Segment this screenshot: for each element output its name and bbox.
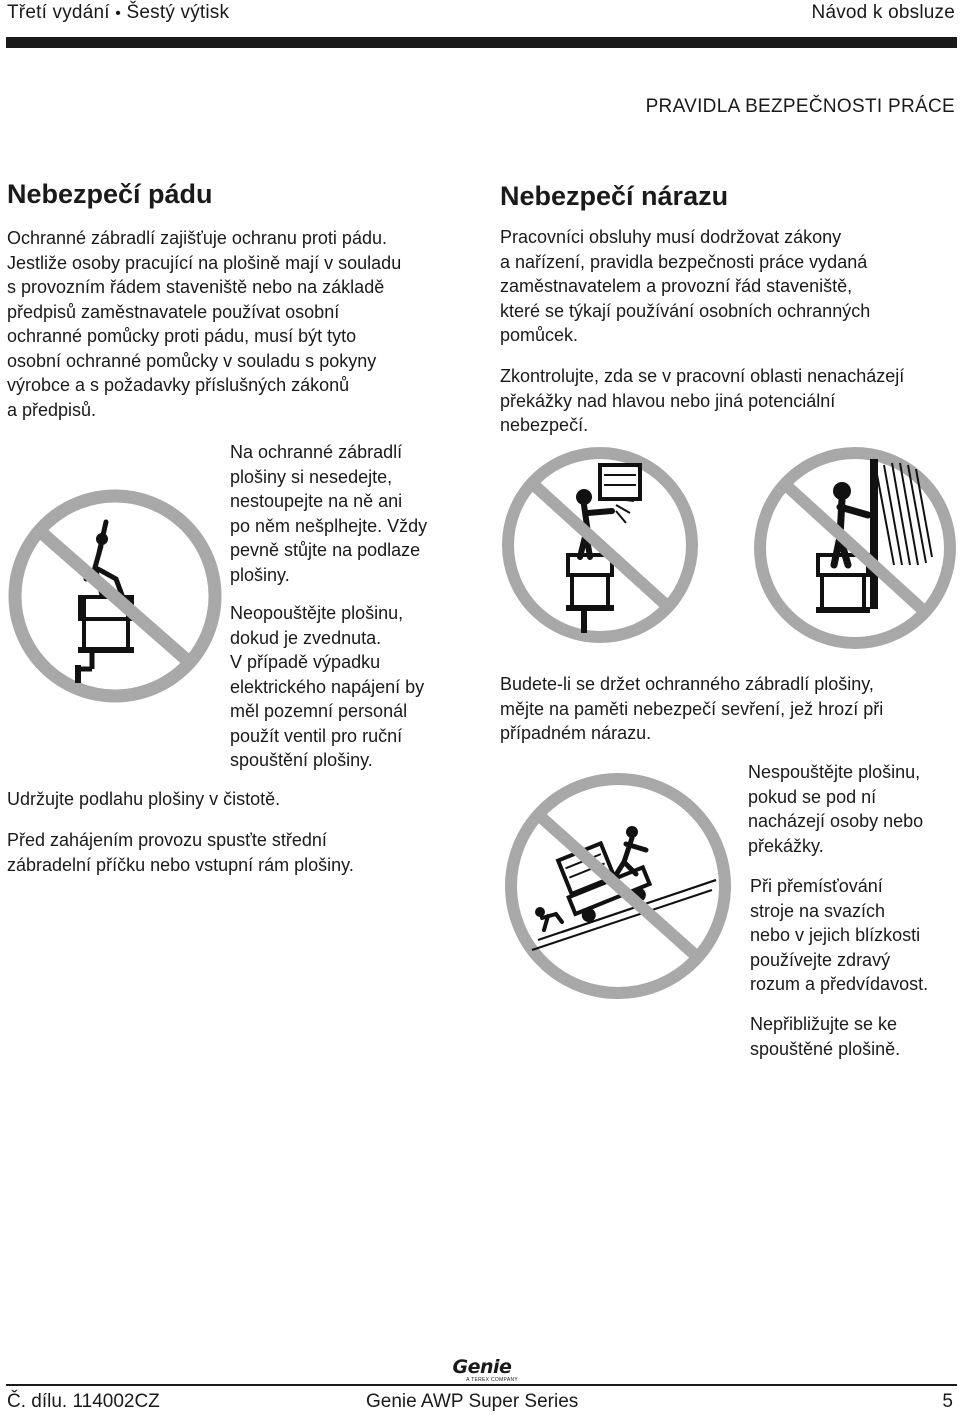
- page-number: 5: [942, 1391, 953, 1412]
- part-number: Č. dílu. 114002CZ: [7, 1391, 160, 1412]
- text-line: elektrického napájení by: [230, 676, 425, 697]
- text-line: Pracovníci obsluhy musí dodržovat zákony: [500, 227, 842, 247]
- text-line: Nespouštějte plošinu,: [748, 762, 921, 782]
- series-name: Genie AWP Super Series: [366, 1391, 579, 1412]
- keep-clear-paragraph: [750, 1012, 958, 1061]
- text-line: použít ventil pro ruční: [230, 725, 403, 746]
- text-line: spouštění plošiny.: [230, 750, 373, 770]
- impact-paragraph-1: [500, 225, 958, 348]
- text-line: nebo v jejich blízkosti: [750, 925, 921, 945]
- text-line: Neopouštějte plošinu,: [230, 603, 404, 623]
- keep-floor-clean-text: Udržujte podlahu plošiny v čistotě.: [7, 789, 281, 809]
- no-climbing-rail-sign-icon: [6, 487, 224, 705]
- text-line: Při přemísťování: [750, 876, 883, 896]
- header-rule: [6, 37, 957, 48]
- text-line: Před zahájením provozu spusťte střední: [7, 830, 327, 850]
- text-line: rozum a předvídavost.: [750, 974, 929, 994]
- text-line: Budete-li se držet ochranného zábradlí plošiny,: [500, 674, 874, 694]
- text-line: osobní ochranné pomůcky v souladu s pokyny: [7, 350, 377, 371]
- text-line: dokud je zvednuta.: [230, 627, 382, 648]
- logo-wordmark: Genie: [452, 1356, 512, 1378]
- before-operation-paragraph: [7, 828, 477, 877]
- text-line: Na ochranné zábradlí: [230, 442, 403, 462]
- text-line: Jestliže osoby pracující na plošině mají v souladu: [7, 252, 402, 273]
- genie-logo: [446, 1358, 518, 1383]
- text-line: překážky nad hlavou nebo jiná potenciální: [500, 390, 836, 411]
- text-line: nestoupejte na ně ani: [230, 491, 403, 511]
- text-line: a nařízení, pravidla bezpečnosti práce vydaná: [500, 251, 868, 272]
- text-line: pomůcek.: [500, 325, 579, 345]
- footer-rule: [6, 1384, 957, 1386]
- text-line: po něm nešplhejte. Vždy: [230, 515, 428, 536]
- text-line: případném nárazu.: [500, 723, 652, 743]
- text-line: výrobce a s požadavky příslušných zákonů: [7, 375, 350, 395]
- text-line: plošiny.: [230, 564, 290, 585]
- crush-hazard-paragraph: [500, 672, 958, 746]
- text-line: a předpisů.: [7, 399, 97, 420]
- text-line: mějte na paměti nebezpečí sevření, jež hrozí při: [500, 698, 884, 719]
- text-line: Nepřibližujte se ke: [750, 1014, 898, 1034]
- text-line: pevně stůjte na podlaze: [230, 540, 421, 560]
- logo-tagline: A TEREX COMPANY: [466, 1377, 518, 1383]
- fall-hazard-title: Nebezpečí pádu: [7, 179, 213, 209]
- header-manual: Návod k obsluze: [811, 2, 955, 23]
- text-line: ochranné pomůcky proti pádu, musí být tyto: [7, 326, 357, 346]
- text-line: stroje na svazích: [750, 900, 886, 921]
- text-line: pokud se pod ní: [748, 786, 877, 807]
- text-line: s provozním řádem staveniště nebo na základě: [7, 277, 385, 297]
- edition-text: Třetí vydání: [7, 2, 110, 23]
- text-line: zaměstnavatelem a provozní řád staveniště,: [500, 276, 853, 296]
- text-line: nebezpečí.: [500, 415, 589, 435]
- lowering-warning-paragraph: [748, 760, 958, 858]
- text-line: které se týkají používání osobních ochranných: [500, 300, 871, 321]
- slope-warning-paragraph: [750, 874, 958, 997]
- text-line: používejte zdravý: [750, 949, 891, 970]
- bullet-separator: •: [115, 5, 122, 22]
- text-line: V případě výpadku: [230, 652, 381, 672]
- text-line: Zkontrolujte, zda se v pracovní oblasti nenacházejí: [500, 366, 905, 386]
- no-hand-crush-sign-icon: [752, 445, 958, 651]
- text-line: zábradelní příčku nebo vstupní rám plošiny.: [7, 854, 354, 875]
- raised-platform-warning-paragraph: [230, 601, 470, 773]
- text-line: plošiny si nesedejte,: [230, 466, 393, 487]
- text-line: Ochranné zábradlí zajišťuje ochranu proti pádu.: [7, 228, 387, 248]
- section-label: PRAVIDLA BEZPEČNOSTI PRÁCE: [645, 96, 955, 117]
- text-line: spouštěné plošině.: [750, 1038, 901, 1059]
- impact-hazard-title: Nebezpečí nárazu: [500, 181, 729, 211]
- header-edition: [7, 2, 229, 24]
- printing-text: Šestý výtisk: [126, 2, 230, 23]
- text-line: nacházejí osoby nebo: [748, 811, 924, 831]
- rail-warning-paragraph: [230, 440, 470, 587]
- no-tipover-slope-sign-icon: [502, 770, 734, 1002]
- text-line: překážky.: [748, 835, 824, 856]
- text-line: měl pozemní personál: [230, 701, 408, 721]
- fall-intro-paragraph: [7, 226, 477, 422]
- impact-paragraph-2: [500, 364, 958, 438]
- text-line: předpisů zaměstnavatele používat osobní: [7, 301, 340, 322]
- no-overhead-collision-sign-icon: [500, 445, 700, 645]
